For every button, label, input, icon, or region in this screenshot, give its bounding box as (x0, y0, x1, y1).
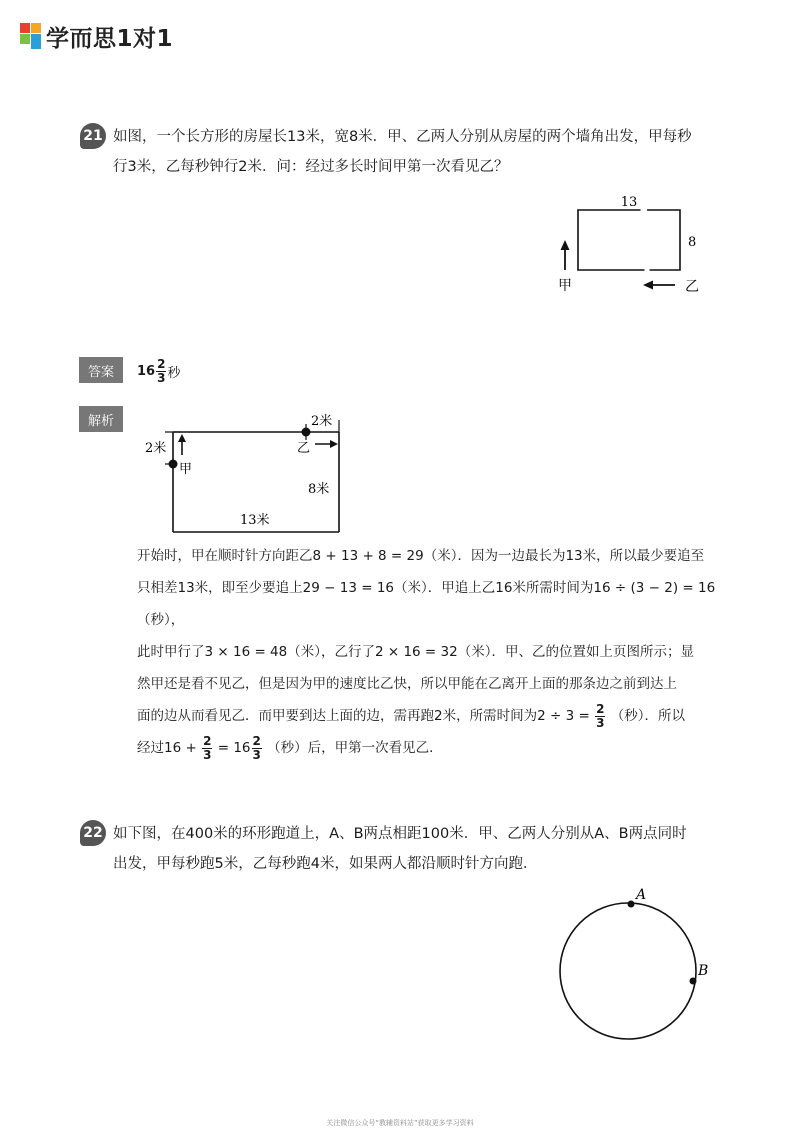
label-2mi-left: 2米 (145, 441, 167, 456)
answer-tag: 答案 (79, 357, 123, 383)
question-number-21: 21 (80, 123, 106, 149)
label-jia: 甲 (558, 278, 572, 294)
question-21-line-1: 如图，一个长方形的房屋长13米，宽8米．甲、乙两人分别从房屋的两个墙角出发，甲每秒 (113, 129, 692, 145)
answer-value (137, 358, 180, 384)
solution-p2-line4-b: （秒）后，甲第一次看见乙． (267, 740, 443, 756)
fraction-2-3-b (202, 735, 212, 762)
yi-position-dot (302, 428, 311, 437)
question-21-line-2: 行3米，乙每秒钟行2米．问：经过多长时间甲第一次看见乙？ (113, 159, 509, 175)
brand-logo (20, 20, 173, 52)
fraction-numerator: 2 (596, 701, 605, 716)
solution-p1-line1: 开始时，甲在顺时针方向距乙8 + 13 + 8 = 29（米）．因为一边最长为13米，所以最少要追至 (137, 548, 705, 564)
question-22-line-2: 出发，甲每秒跑5米，乙每秒跑4米，如果两人都沿顺时针方向跑． (113, 856, 538, 872)
house-diagram (545, 190, 725, 300)
solution-p2-line3 (137, 700, 747, 732)
answer-numerator: 2 (157, 356, 166, 371)
solution-p2-line4-mid: = 16 (217, 740, 251, 756)
logo-text: 学而思1对1 (46, 25, 174, 52)
answer-unit: 秒 (167, 365, 181, 381)
track-diagram (550, 885, 730, 1060)
logo-icon (20, 23, 42, 49)
solution-p2-line3-a: 面的边从而看见乙．而甲要到达上面的边，需再跑2米，所需时间为2 ÷ 3 = (137, 708, 590, 724)
solution-p1-line2: 只相差13米，即至少要追上29 − 13 = 16（米）．甲追上乙16米所需时间为16 ÷ (3 − 2) = 16 (137, 580, 716, 596)
fraction-denominator: 3 (203, 747, 212, 762)
label-8mi: 8米 (308, 482, 330, 497)
label-13: 13 (620, 195, 638, 210)
footer-note: 关注微信公众号“教辅资料站”获取更多学习资料 (326, 1119, 474, 1127)
question-22-line-1: 如下图，在400米的环形跑道上，A、B两点相距100米．甲、乙两人分别从A、B两点同时 (113, 826, 687, 842)
solution-p2-line1: 此时甲行了3 × 16 = 48（米），乙行了2 × 16 = 32（米）．甲、乙的位置如上页图所示；显 (137, 644, 694, 660)
label-8: 8 (688, 235, 697, 250)
label-b: B (698, 963, 709, 979)
fraction-2-3-a (595, 703, 605, 730)
solution-p2-line4-a: 经过16 + (137, 740, 197, 756)
label-2mi-top: 2米 (311, 414, 333, 429)
fraction-2-3-c (252, 735, 262, 762)
analysis-tag: 解析 (79, 406, 123, 432)
question-21-text (113, 122, 723, 182)
label-a: A (636, 887, 647, 903)
solution-text (137, 540, 747, 764)
question-number-22: 22 (80, 820, 106, 846)
solution-p2-line3-b: （秒）．所以 (610, 708, 685, 724)
fraction-numerator: 2 (203, 733, 212, 748)
house-wall-left (578, 210, 645, 270)
point-a-dot (628, 901, 635, 908)
label-yi: 乙 (685, 279, 699, 295)
house-wall-right (647, 210, 680, 270)
label-yi-analysis: 乙 (297, 441, 311, 456)
analysis-diagram (135, 405, 355, 540)
running-track-circle (560, 903, 696, 1039)
label-jia-analysis: 甲 (179, 462, 193, 477)
fraction-numerator: 2 (252, 733, 261, 748)
point-b-dot (690, 978, 697, 985)
label-13mi: 13米 (240, 513, 270, 528)
jia-position-dot (169, 460, 178, 469)
fraction-denominator: 3 (596, 715, 605, 730)
fraction-denominator: 3 (252, 747, 261, 762)
answer-whole: 16 (137, 363, 156, 379)
solution-p2-line4 (137, 732, 747, 764)
answer-denominator: 3 (157, 370, 166, 385)
solution-p2-line2: 然甲还是看不见乙，但是因为甲的速度比乙快，所以甲能在乙离开上面的那条边之前到达上 (137, 676, 677, 692)
answer-fraction (156, 358, 166, 385)
question-22-text (113, 819, 723, 879)
solution-p1-line3: （秒）， (137, 612, 185, 628)
